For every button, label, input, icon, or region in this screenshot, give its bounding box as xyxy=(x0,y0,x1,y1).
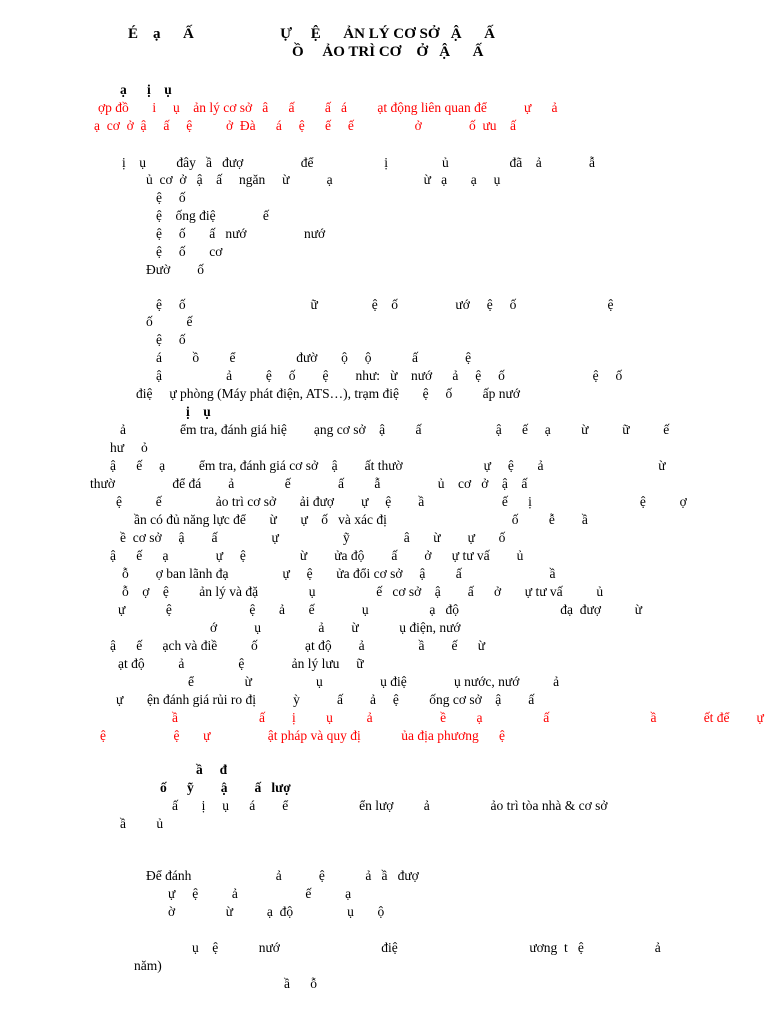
para-2-line-1: ệ ố ữ ệ ố ướ ệ ố ệ xyxy=(156,297,614,312)
sub-heading: ị ụ xyxy=(186,404,211,419)
section-2-subheading: ố ỹ ậ ấ lượ xyxy=(160,780,291,795)
cost-line-1: ụ ệ nướ điệ ương t ệ ả xyxy=(192,940,661,955)
item-8-line-1: ự ệ ệ ả ế ụ ạ độ đạ đượ ừ xyxy=(118,602,643,617)
list-item-b4: điệ ự phòng (Máy phát điện, ATS…), trạm điệ ệ ố ấp nướ xyxy=(136,386,520,401)
list-item-b1: ệ ố xyxy=(156,332,186,347)
item-11-line-1: ự ện đánh giá rủi ro đị ỳ ấ ả ệ ống cơ sở ậ ấ xyxy=(116,692,535,707)
section-2-line-2: ầ ủ xyxy=(120,816,164,831)
evaluation-line-2: ự ệ ả ế ạ xyxy=(168,886,352,901)
list-item-b3: ậ ả ệ ố ệ như: ừ nướ ả ệ ố ệ ố xyxy=(156,368,623,383)
item-3-line-1: ệ ế ảo trì cơ sở ải đượ ự ệ ầ ế ị ệ ợ xyxy=(116,494,687,509)
item-9-line-2: ạt độ ả ệ ản lý lưu ữ xyxy=(118,656,364,671)
item-1-line-2: hư ỏ xyxy=(110,440,148,455)
scope-line-2: ủ cơ ở ậ ấ ngăn ừ ạ ừ ạ ạ ụ xyxy=(146,172,501,187)
list-item-a1: ệ ố xyxy=(156,190,186,205)
section-1-heading: ạ ị ụ xyxy=(120,82,172,97)
scope-line-1: ị ụ đây ầ đượ để ị ủ đã ả ẫ xyxy=(122,155,596,170)
item-5-line-1: ậ ế ạ ự ệ ừ ửa độ ấ ở ự tư vấ ủ xyxy=(110,548,524,563)
section-2-line-1: ấ ị ụ á ể ển lượ ả ảo trì tòa nhà & cơ sở xyxy=(172,798,608,813)
footer-line: ầ ỗ xyxy=(284,976,317,991)
list-item-a2: ệ ống điệ ế xyxy=(156,208,269,223)
list-item-a4: ệ ố cơ xyxy=(156,244,223,259)
item-2-line-2: thườ để đá ả ế ấ ẫ ủ cơ ở ậ ấ xyxy=(90,476,528,491)
evaluation-line-3: ờ ừ ạ độ ụ ộ xyxy=(168,904,385,919)
item-2-line-1: ậ ế ạ ểm tra, đánh giá cơ sở ậ ất thườ ự ệ ả ừ xyxy=(110,458,666,473)
item-10-line-1: ể ừ ụ ụ điệ ụ nước, nướ ả xyxy=(188,674,560,689)
item-4-line-1: ề cơ sở ậ ấ ự ỹ â ừ ự ố xyxy=(120,530,506,545)
item-7-line-1: ỗ ợ ệ ản lý và đặ ụ ế cơ sở ậ ấ ở ự tư vấ ủ xyxy=(122,584,604,599)
item-3-line-2: ần có đủ năng lực để ừ ự ố và xác đị ố ễ ầ xyxy=(134,512,588,527)
section-1-red-line-2: ạ cơ ở ậ ấ ệ ở Đà á ệ ế ế ở ố ưu ấ xyxy=(94,118,517,133)
item-1-line-1: ả ểm tra, đánh giá hiệ ạng cơ sở ậ ấ ậ ế ạ ừ ữ ế xyxy=(120,422,670,437)
item-8-line-2: ớ ụ ả ừ ụ điện, nướ xyxy=(210,620,461,635)
para-2-line-2: ố ế xyxy=(146,314,193,329)
section-2-heading: ầ đ xyxy=(196,762,228,777)
cost-line-2: năm) xyxy=(134,958,162,973)
document-title-line-1: É ạ Ấ Ự Ệ ẢN LÝ CƠ SỞ Ậ Ấ xyxy=(128,26,495,42)
item-6-line-1: ỗ ợ ban lãnh đạ ự ệ ửa đổi cơ sở ậ ấ ầ xyxy=(122,566,556,581)
item-12-red-line-1: ầ ấ ị ụ ả ề ạ ấ ầ ết để ự xyxy=(172,710,764,725)
list-item-a3: ệ ố ấ nướ nướ xyxy=(156,226,326,241)
item-12-red-line-2: ệ ệ ự ật pháp và quy đị ủa địa phương ệ xyxy=(100,728,505,743)
evaluation-line-1: Để đánh ả ệ ả ầ đượ xyxy=(146,868,419,883)
section-1-red-line-1: ợp đồ i ụ ản lý cơ sở â ấ ấ á ạt động liên quan để ự ả xyxy=(98,100,558,115)
item-9-line-1: ậ ế ạch và điề ố ạt độ ả ầ ế ừ xyxy=(110,638,486,653)
document-title-line-2: Ồ ẢO TRÌ CƠ Ở Ậ Ấ xyxy=(292,44,484,60)
list-item-a5: Đườ ố xyxy=(146,262,204,277)
list-item-b2: á ồ ể đườ ộ ộ ấ ệ xyxy=(156,350,472,365)
